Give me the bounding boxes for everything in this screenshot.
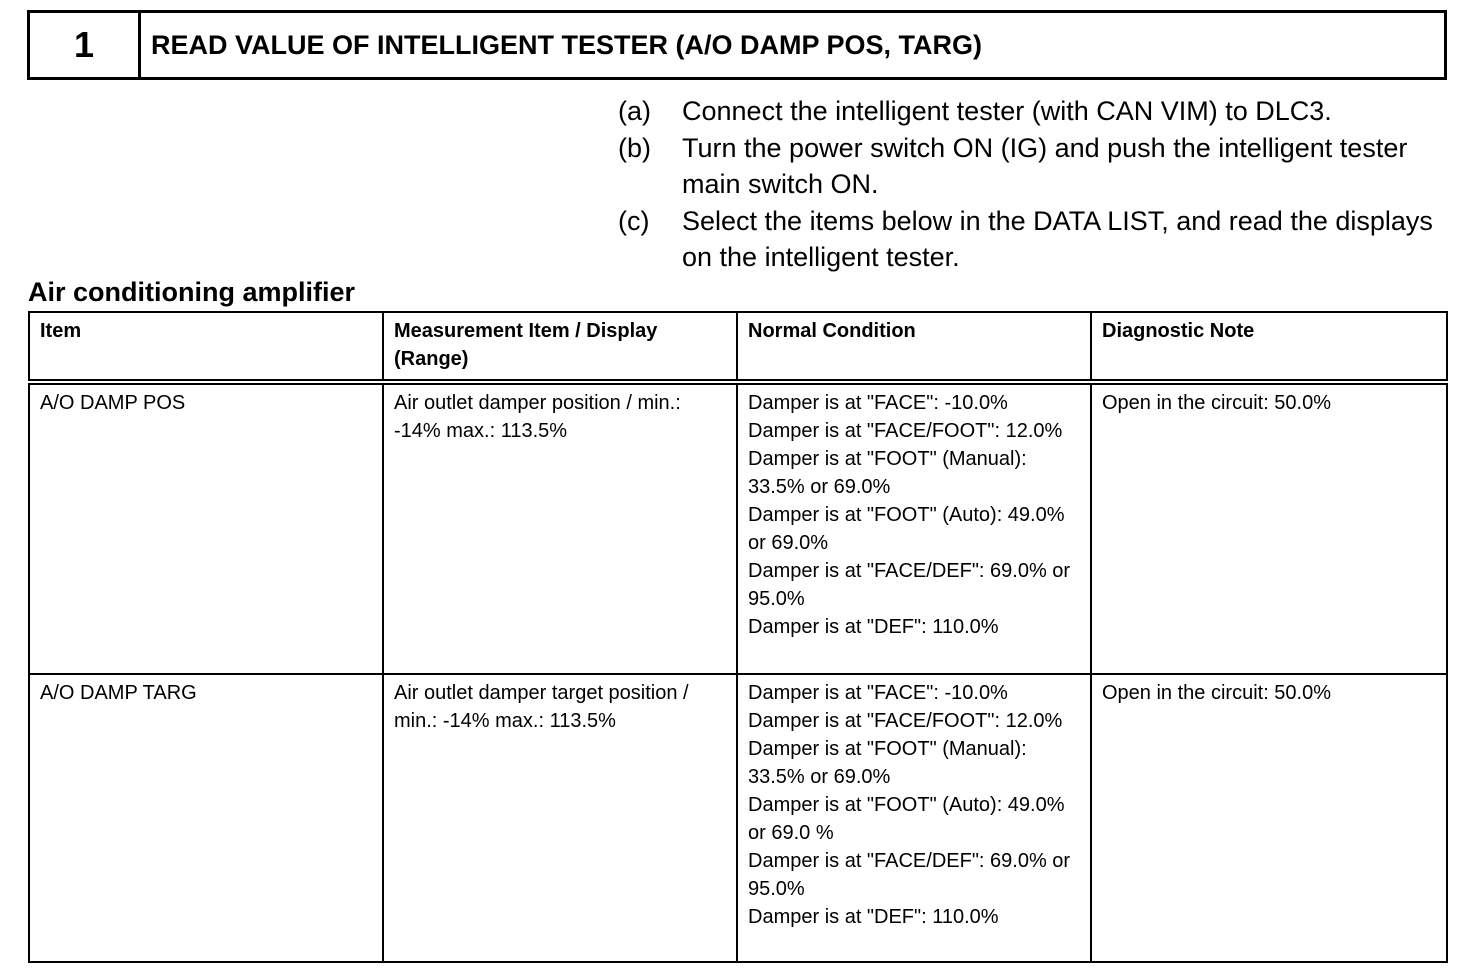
instruction-text: Connect the intelligent tester (with CAN VIM) to DLC3. <box>682 96 1332 126</box>
condition-line: Damper is at "FOOT" (Auto): 49.0% or 69.0 % <box>748 794 1065 844</box>
instruction-list <box>618 93 1448 276</box>
instruction-text: Turn the power switch ON (IG) and push the intelligent tester main switch ON. <box>682 132 1408 199</box>
instruction-item <box>618 93 1448 130</box>
condition-line: Damper is at "FACE": -10.0% <box>748 392 1008 414</box>
condition-line: Damper is at "FOOT" (Manual): 33.5% or 69.0% <box>748 738 1027 788</box>
instruction-marker: (a) <box>618 96 651 126</box>
header-normal-condition: Normal Condition <box>737 312 1091 382</box>
cell-normal-condition <box>737 382 1091 674</box>
header-diagnostic-note: Diagnostic Note <box>1091 312 1447 382</box>
cell-item: A/O DAMP TARG <box>29 674 383 962</box>
condition-line: Damper is at "DEF": 110.0% <box>748 616 999 638</box>
instruction-marker: (b) <box>618 132 651 163</box>
cell-measurement: Air outlet damper position / min.: -14% max.: 113.5% <box>383 382 737 674</box>
instruction-item <box>618 203 1448 276</box>
step-number: 1 <box>30 13 141 77</box>
condition-line: Damper is at "FOOT" (Manual): 33.5% or 69.0% <box>748 448 1027 498</box>
data-list-table <box>28 311 1448 963</box>
condition-line: Damper is at "FACE/FOOT": 12.0% <box>748 420 1063 442</box>
cell-normal-condition <box>737 674 1091 962</box>
header-item: Item <box>29 312 383 382</box>
cell-measurement: Air outlet damper target position / min.: -14% max.: 113.5% <box>383 674 737 962</box>
instruction-item <box>618 130 1448 203</box>
cell-diagnostic-note: Open in the circuit: 50.0% <box>1091 382 1447 674</box>
instruction-text: Select the items below in the DATA LIST, and read the displays on the intelligent tester. <box>682 205 1433 272</box>
cell-diagnostic-note: Open in the circuit: 50.0% <box>1091 674 1447 962</box>
cell-item: A/O DAMP POS <box>29 382 383 674</box>
header-measurement: Measurement Item / Display (Range) <box>383 312 737 382</box>
condition-line: Damper is at "FACE/DEF": 69.0% or 95.0% <box>748 850 1071 900</box>
condition-line: Damper is at "DEF": 110.0% <box>748 906 999 928</box>
instruction-marker: (c) <box>618 205 650 236</box>
condition-line: Damper is at "FACE/FOOT": 12.0% <box>748 710 1063 732</box>
condition-line: Damper is at "FOOT" (Auto): 49.0% or 69.0% <box>748 504 1065 554</box>
table-header-row <box>29 312 1447 382</box>
table-row <box>29 382 1447 674</box>
table-row <box>29 674 1447 962</box>
step-header <box>27 10 1447 80</box>
condition-line: Damper is at "FACE/DEF": 69.0% or 95.0% <box>748 560 1071 610</box>
step-title: READ VALUE OF INTELLIGENT TESTER (A/O DAMP POS, TARG) <box>151 29 983 60</box>
condition-line: Damper is at "FACE": -10.0% <box>748 682 1008 704</box>
section-heading: Air conditioning amplifier <box>28 277 356 307</box>
